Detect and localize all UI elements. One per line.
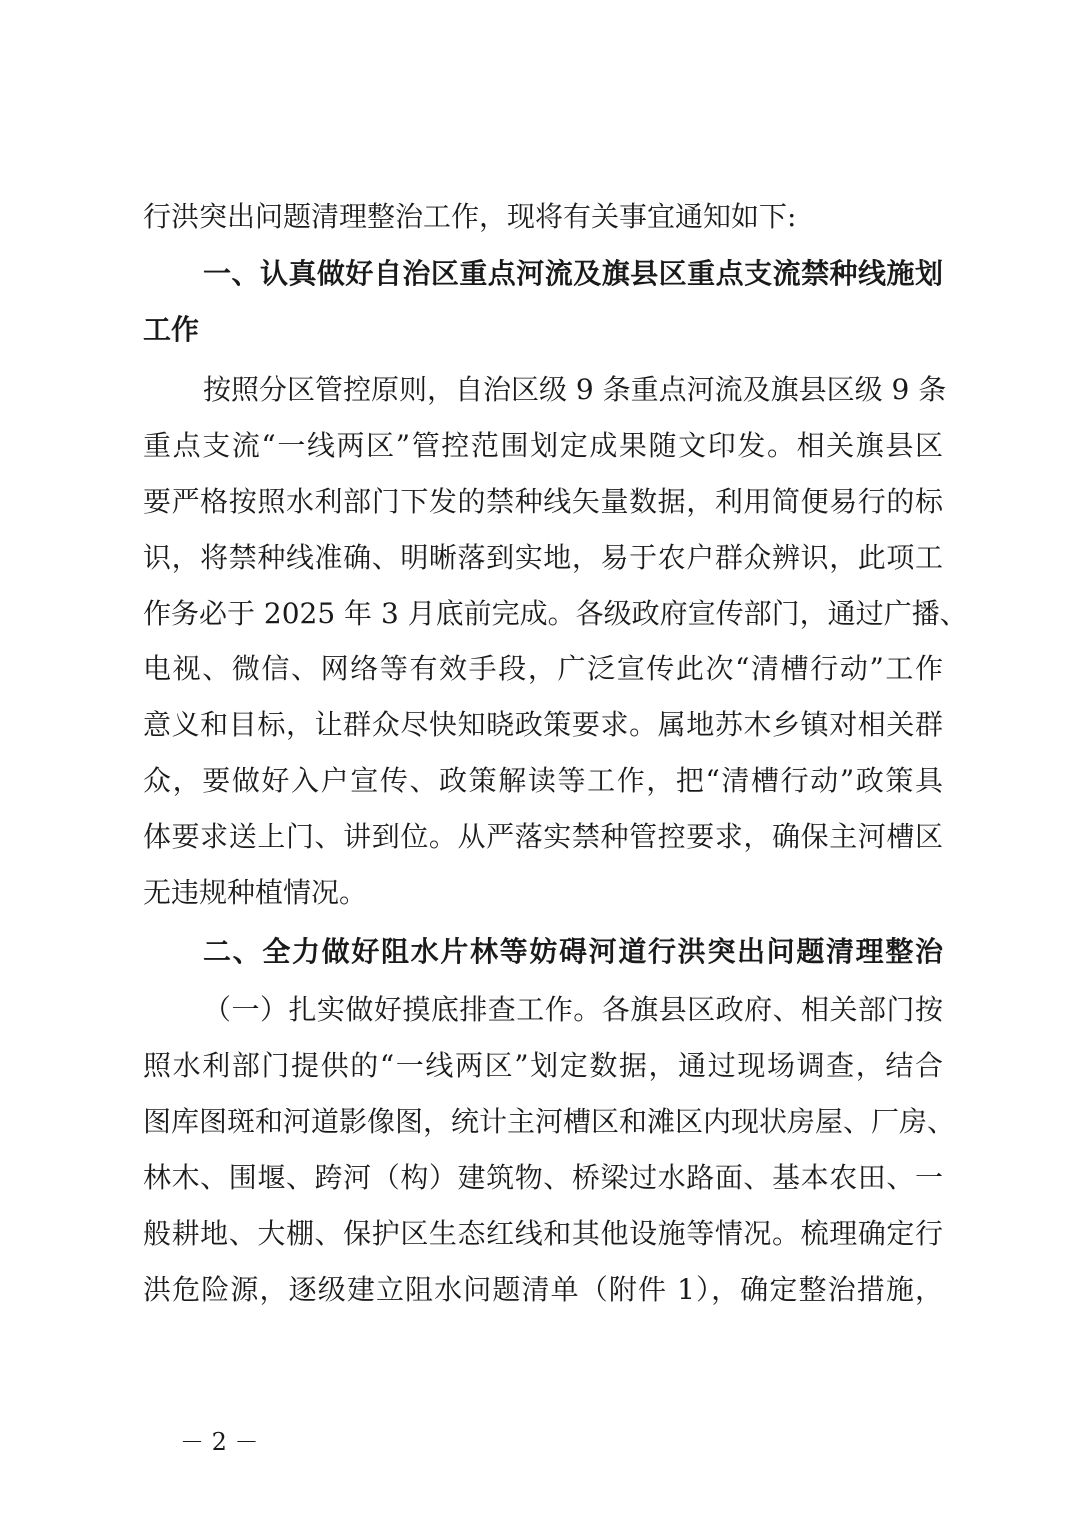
paragraph-line: 识，将禁种线准确、明晰落到实地，易于农户群众辨识，此项工 [143, 541, 943, 574]
paragraph-line: 电视、微信、网络等有效手段，广泛宣传此次“清槽行动”工作 [143, 652, 943, 685]
paragraph-line: 按照分区管控原则，自治区级 9 条重点河流及旗县区级 9 条 [203, 373, 947, 406]
paragraph-line: 要严格按照水利部门下发的禁种线矢量数据，利用简便易行的标 [143, 485, 943, 518]
section-heading-1: 一、认真做好自治区重点河流及旗县区重点支流禁种线施划 [203, 257, 943, 290]
paragraph-line: 众，要做好入户宣传、政策解读等工作，把“清槽行动”政策具 [143, 764, 943, 797]
paragraph-line-last: 无违规种植情况。 [143, 876, 368, 909]
paragraph-line: 图库图斑和河道影像图，统计主河槽区和滩区内现状房屋、厂房、 [143, 1105, 956, 1138]
paragraph-line: 洪危险源，逐级建立阻水问题清单（附件 1），确定整治措施， [143, 1273, 943, 1306]
paragraph-line: （一）扎实做好摸底排查工作。各旗县区政府、相关部门按 [203, 993, 943, 1026]
paragraph-line: 照水利部门提供的“一线两区”划定数据，通过现场调查，结合 [143, 1049, 943, 1082]
section-heading-1-wrap: 工作 [143, 313, 200, 346]
paragraph-line: 作务必于 2025 年 3 月底前完成。各级政府宣传部门，通过广播、 [143, 597, 968, 630]
paragraph-line: 体要求送上门、讲到位。从严落实禁种管控要求，确保主河槽区 [143, 820, 943, 853]
body-line-continuation: 行洪突出问题清理整治工作，现将有关事宜通知如下: [143, 200, 797, 233]
paragraph-line: 重点支流“一线两区”管控范围划定成果随文印发。相关旗县区 [143, 429, 943, 462]
paragraph-line: 般耕地、大棚、保护区生态红线和其他设施等情况。梳理确定行 [143, 1217, 943, 1250]
paragraph-line: 意义和目标，让群众尽快知晓政策要求。属地苏木乡镇对相关群 [143, 708, 943, 741]
section-heading-2: 二、全力做好阻水片林等妨碍河道行洪突出问题清理整治 [203, 935, 943, 968]
page-number: － 2 － [180, 1428, 259, 1456]
paragraph-line: 林木、围堰、跨河（构）建筑物、桥梁过水路面、基本农田、一 [143, 1161, 943, 1194]
